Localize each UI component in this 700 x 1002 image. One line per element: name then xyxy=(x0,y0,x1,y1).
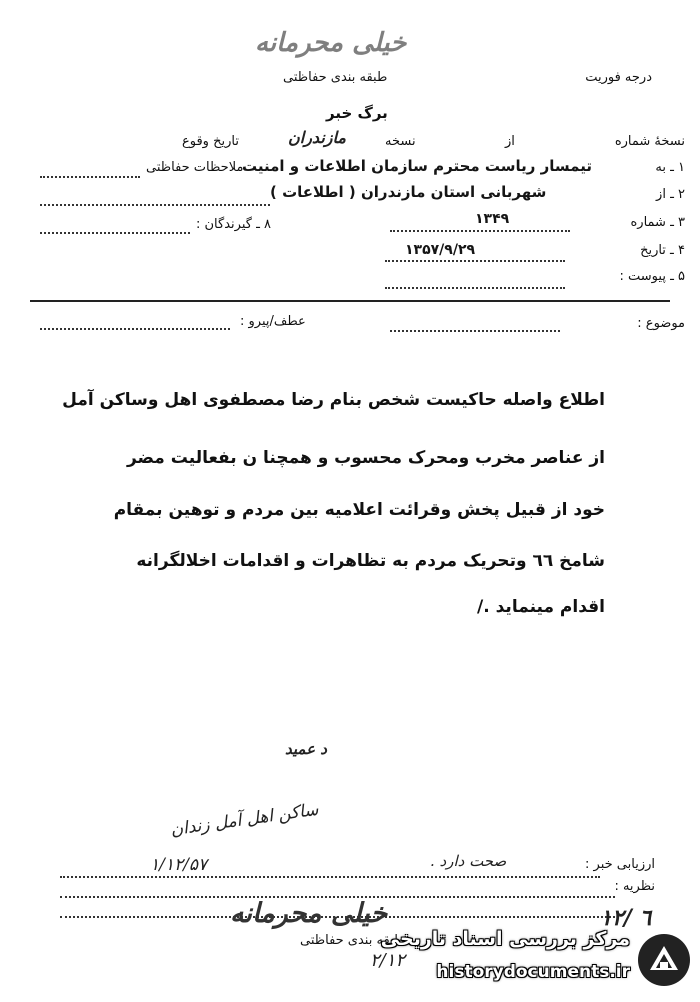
watermark-title: مرکز بررسی اسناد تاریخی xyxy=(380,928,630,950)
line4-value: ۱۳۵۷/۹/۲۹ xyxy=(405,242,476,258)
classification-label-bottom: طبقه بندی حفاظتی xyxy=(300,933,405,948)
line1-label: ۱ ـ به xyxy=(655,160,685,175)
reference-dots xyxy=(40,328,230,330)
evaluation-dots xyxy=(60,876,600,878)
body-line-5: اقدام مینماید ./ xyxy=(477,597,605,617)
header-divider xyxy=(30,300,670,302)
body-line-4: شامخ ٦٦ وتحریک مردم به تظاهرات و اقدامات اخلالگرانه xyxy=(136,551,605,571)
line3-value: ۱۳۴۹ xyxy=(475,211,510,227)
top-confidential-stamp: خیلی محرمانه xyxy=(255,28,407,58)
archive-logo-icon xyxy=(636,932,692,988)
line3-dots xyxy=(390,230,570,232)
classification-label-top: طبقه بندی حفاظتی xyxy=(283,70,388,85)
line1-handwritten-overlay: مازندران xyxy=(288,128,346,147)
handwritten-note-top: د عمید xyxy=(285,740,327,758)
line2-dots xyxy=(40,204,270,206)
evaluation-label: ارزیابی خبر : xyxy=(585,857,655,872)
handwritten-note-middle: ساکن اهل آمل زندان xyxy=(169,799,320,841)
line4-dots xyxy=(385,260,565,262)
security-notes-dots xyxy=(40,176,140,178)
body-line-3: خود از قبیل پخش وقرائت اعلامیه بین مردم و توهین بمقام xyxy=(113,500,605,520)
handwritten-corner-mark: ٦ /١٢ xyxy=(600,905,652,931)
priority-label: درجه فوریت xyxy=(585,70,652,85)
copy-label: نسخه xyxy=(385,134,416,149)
recipients-label: ۸ ـ گیرندگان : xyxy=(196,217,271,232)
form-title: برگ خبر xyxy=(326,104,388,122)
line4-label: ۴ ـ تاریخ xyxy=(640,243,685,258)
line1-value: تیمسار ریاست محترم سازمان اطلاعات و امنیت xyxy=(242,157,592,175)
event-date-label: تاریخ وقوع xyxy=(182,134,239,149)
subject-label: موضوع : xyxy=(637,316,685,331)
recipients-dots xyxy=(40,232,190,234)
line3-label: ۳ ـ شماره xyxy=(630,215,685,230)
line2-value: شهربانی استان مازندران ( اطلاعات ) xyxy=(270,183,547,201)
bottom-confidential-stamp: خیلی محرمانه xyxy=(230,898,388,929)
body-line-2: از عناصر مخرب ومحرک محسوب و همچنا ن بفعالیت مضر xyxy=(126,448,605,468)
line2-label: ۲ ـ از xyxy=(656,187,685,202)
opinion-label: نظریه : xyxy=(614,879,655,894)
watermark-url: historydocuments.ir xyxy=(436,962,630,982)
line5-dots xyxy=(385,287,565,289)
reference-label: عطف/پیرو : xyxy=(240,314,306,329)
of-label: از xyxy=(505,134,515,149)
copy-number-label: نسخهٔ شماره xyxy=(614,134,685,149)
subject-dots xyxy=(390,330,560,332)
line5-label: ۵ ـ پیوست : xyxy=(619,269,685,284)
handwritten-note-left: ۱/۱۲/۵۷ xyxy=(150,855,208,875)
handwritten-bottom: ۲/۱۲ xyxy=(370,950,406,971)
evaluation-value: صحت دارد . xyxy=(430,852,507,870)
body-line-1: اطلاع واصله حاکیست شخص بنام رضا مصطفوی اهل وساکن آمل xyxy=(62,390,605,410)
security-notes-label: ملاحظات حفاظتی xyxy=(146,160,244,175)
